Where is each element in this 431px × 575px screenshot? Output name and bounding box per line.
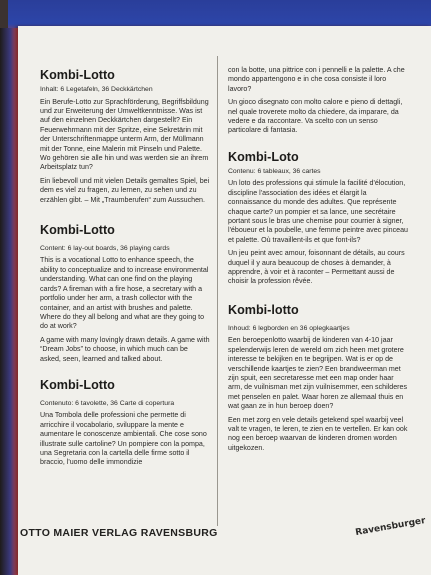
italian-contents: Contenuto: 6 tavolette, 36 Carte di copertura — [40, 399, 175, 407]
ravensburger-logo: Ravensburger — [354, 515, 427, 539]
italian-paragraph-2: Un gioco disegnato con molto calore e pieno di dettagli, nel quale troverete molto da chiedere, da imparare, da vedere e da raccontare. Va scelto con un senso particolare di fantasia. — [228, 98, 403, 135]
french-contents: Contenu: 6 tableaux, 36 cartes — [228, 167, 321, 175]
section-french — [228, 150, 408, 287]
column-divider — [217, 56, 218, 526]
dutch-title: Kombi-lotto — [228, 302, 299, 317]
german-paragraph-2: Ein liebevoll und mit vielen Details gemaltes Spiel, bei dem es viel zu fragen, zu lernen, zu sehen und zu erzählen gibt. – Mit „Traumberufen“ zum Aussuchen. — [40, 176, 210, 204]
section-dutch — [228, 303, 408, 453]
dutch-paragraph-1: Een beroepenlotto waarbij de kinderen van 4-10 jaar spelenderwijs leren de wereld om zich heen met grotere interesse te bekijken en te begrijpen. Wat is er op de verschillende kaartjes te zien? Een brandweerman met zijn spuit, een secretaresse met een map onder haar arm, de vuilnisman met zijn vuilnisemmer, een schilderes met penselen en palet. Waar horen ze allemaal thuis en wat gaan ze in hun beroep doen? — [228, 336, 407, 411]
italian-paragraph-continued: con la botte, una pittrice con i pennelli e la palette. A che mondo appartengono e in che cosa consiste il loro lavoro? — [228, 66, 405, 93]
french-paragraph-2: Un jeu peint avec amour, foisonnant de détails, au cours duquel il y aura beaucoup de choses à demander, à apprendre, à voir et à raconter – Permettant aussi de choisir la profession rêvée. — [228, 249, 405, 286]
english-contents: Content: 6 lay-out boards, 36 playing cards — [40, 244, 170, 252]
english-title: Kombi-Lotto — [40, 222, 115, 237]
section-english — [40, 223, 210, 364]
english-paragraph-2: A game with many lovingly drawn details. A game with “Dream Jobs” to choose, in which much can be asked, seen, learned and talked about. — [40, 335, 210, 363]
english-paragraph-1: This is a vocational Lotto to enhance speech, the ability to conceptualize and to increase environmental understanding. What can one find on the playing cards? A fireman with a fire hose, a secretary with a portfolio under her arm, a trash collector with the container, and an artist with brushes and palette. Where do they all belong and what are they going to do at work? — [40, 256, 209, 331]
french-title: Kombi-Loto — [228, 149, 299, 164]
dutch-paragraph-2: Een met zorg en vele details getekend spel waarbij veel valt te vragen, te leren, te zien en te vertellen. Er kan ook nog een beroep waarvan de kinderen dromen worden uitgekozen. — [228, 415, 408, 452]
right-column — [228, 66, 408, 457]
french-paragraph-1: Un loto des professions qui stimule la facilité d'élocution, discipline l'association des idées et élargit la connaissance du monde des adultes. Que représente chaque carte? un pompier et sa lance, une secrétaire portant sous le bras une chemise pour courrier à signer, l'éboueur et la poubelle, une femme peintre avec pinceau et palette. Où travaillent-ils et que font-ils? — [228, 179, 409, 244]
dutch-contents: Inhoud: 6 legborden en 36 oplegkaartjes — [228, 324, 350, 332]
italian-title: Kombi-Lotto — [40, 377, 115, 392]
german-paragraph-1: Ein Berufe-Lotto zur Sprachförderung, Begriffsbildung und zur Erweiterung der Umweltkenntnisse. Was ist auf den einzelnen Deckkärtchen dargestellt? Ein Feuerwehrmann mit der Spritze, eine Sekretärin mit der Unterschriftenmappe unterm Arm, der Müllmann mit der Tonne, eine Malerin mit Pinseln und Palette. Wo gehören sie alle hin und was werden sie an ihrem Arbeitsplatz tun? — [40, 97, 209, 172]
section-italian — [40, 378, 210, 468]
german-contents: Inhalt: 6 Legetafeln, 36 Deckkärtchen — [40, 86, 153, 93]
publisher-name: OTTO MAIER VERLAG RAVENSBURG — [20, 527, 218, 539]
section-german — [40, 68, 210, 205]
german-title: Kombi-Lotto — [40, 68, 115, 82]
left-column — [40, 68, 210, 472]
italian-paragraph-1: Una Tombola delle professioni che permette di arricchire il vocabolario, sviluppare la mente e aumentare le conoscenze ambientali. Che cose sono illustrate sulle cartoline? Un pompiere con la pompa, una Segretaria con la cartella delle firme sotto il braccio, l'uomo delle immondizie — [40, 411, 207, 467]
instruction-sheet — [18, 26, 431, 575]
